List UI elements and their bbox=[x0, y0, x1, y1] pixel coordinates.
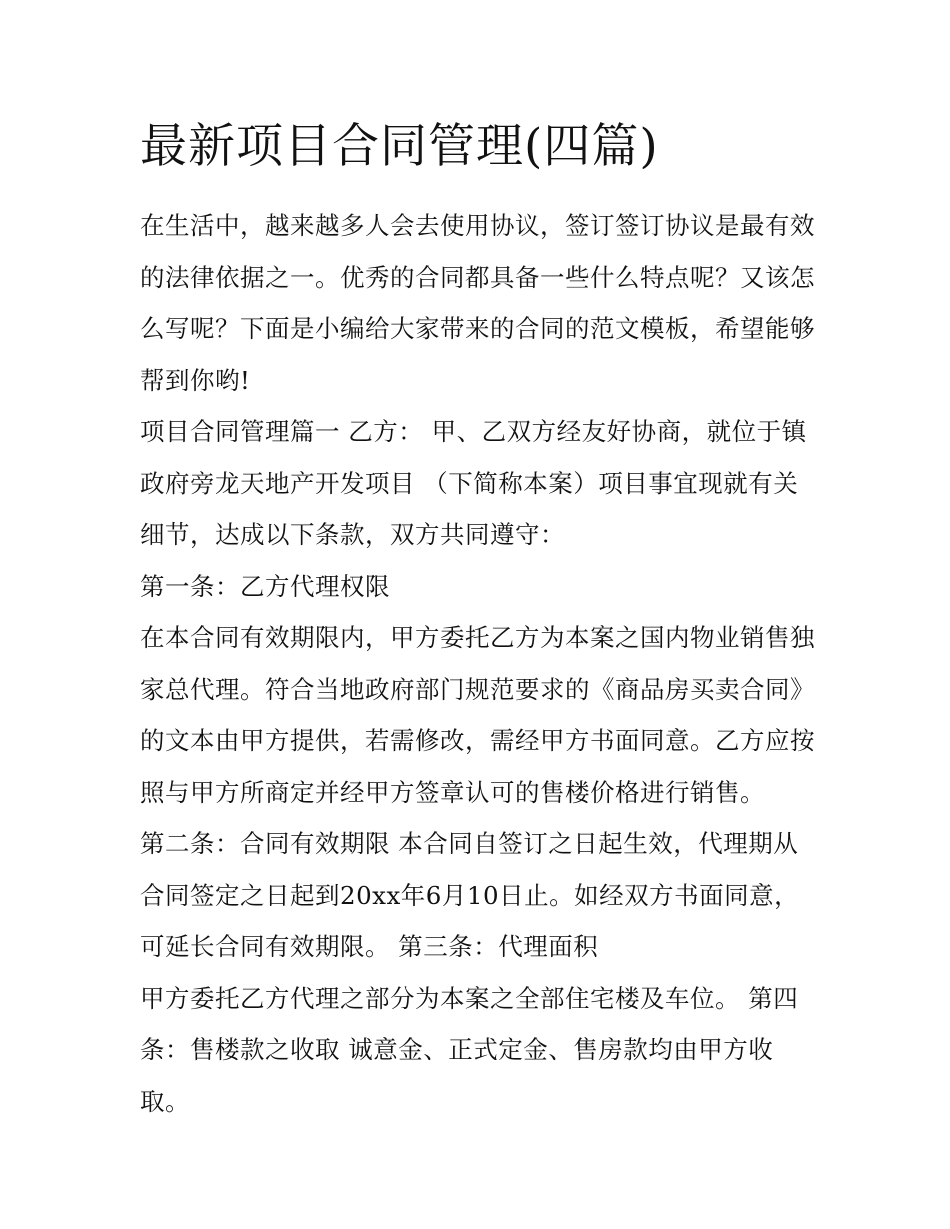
text-line: 第一条：乙方代理权限 bbox=[140, 571, 390, 601]
text-line: 在生活中，越来越多人会去使用协议，签订签订协议是最有效 bbox=[140, 211, 815, 240]
text-line: 合同签定之日起到20xx年6月10日止。如经双方书面同意， bbox=[140, 880, 800, 910]
text-line: 条：售楼款之收取 诚意金、正式定金、售房款均由甲方收 bbox=[140, 1035, 774, 1064]
text-line: 甲方委托乙方代理之部分为本案之全部住宅楼及车位。 第四 bbox=[140, 983, 799, 1013]
article-two-paragraph bbox=[140, 818, 820, 973]
document-page bbox=[140, 110, 820, 1127]
text-line: 可延长合同有效期限。 第三条：代理面积 bbox=[140, 932, 599, 961]
text-line: 帮到你哟! bbox=[140, 365, 251, 395]
contract-intro-paragraph bbox=[140, 406, 820, 561]
text-line: 的法律依据之一。优秀的合同都具备一些什么特点呢？又该怎 bbox=[140, 262, 815, 292]
intro-paragraph bbox=[140, 200, 820, 406]
document-title: 最新项目合同管理(四篇) bbox=[140, 119, 659, 174]
text-line: 政府旁龙天地产开发项目 （下简称本案）项目事宜现就有关 bbox=[140, 468, 799, 498]
text-line: 取。 bbox=[140, 1086, 190, 1116]
text-line: 照与甲方所商定并经甲方签章认可的售楼价格进行销售。 bbox=[140, 777, 765, 807]
text-line: 么写呢？下面是小编给大家带来的合同的范文模板，希望能够 bbox=[140, 314, 815, 343]
text-line: 在本合同有效期限内，甲方委托乙方为本案之国内物业销售独 bbox=[140, 623, 815, 652]
text-line: 家总代理。符合当地政府部门规范要求的《商品房买卖合同》 bbox=[140, 674, 815, 704]
text-line: 项目合同管理篇一 乙方： 甲、乙双方经友好协商，就位于镇 bbox=[140, 417, 807, 446]
text-line: 细节，达成以下条款，双方共同遵守： bbox=[140, 520, 565, 549]
text-line: 第二条：合同有效期限 本合同自签订之日起生效，代理期从 bbox=[140, 829, 799, 858]
article-one-body bbox=[140, 612, 820, 818]
text-line: 的文本由甲方提供，若需修改，需经甲方书面同意。乙方应按 bbox=[140, 726, 815, 755]
article-three-four-paragraph bbox=[140, 973, 820, 1128]
article-one-heading bbox=[140, 561, 820, 613]
